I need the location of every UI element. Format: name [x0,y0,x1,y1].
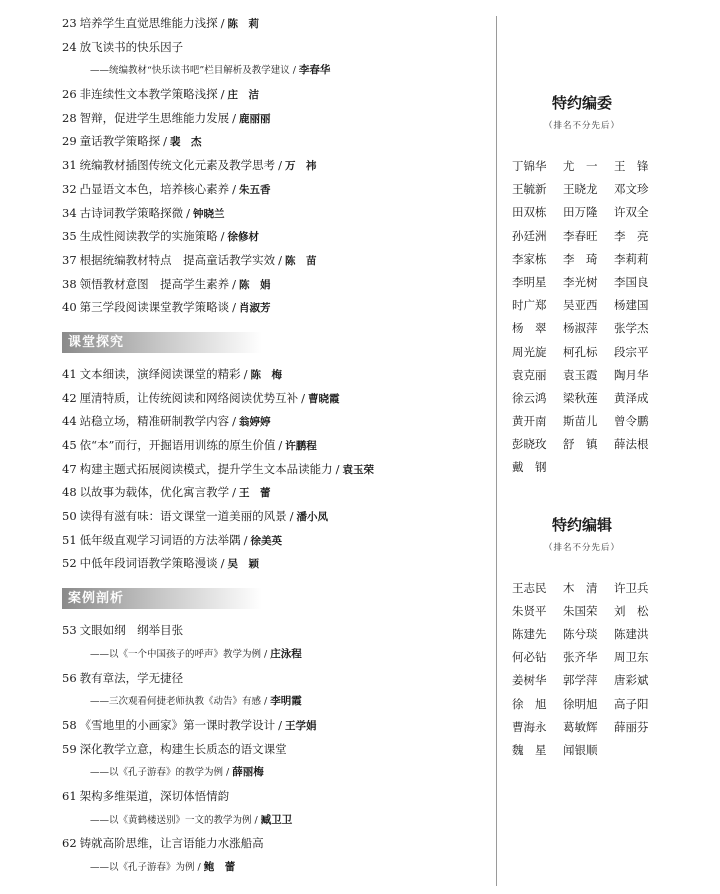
toc-entry [62,202,482,226]
person-name: 陈建洪 [614,627,649,641]
author-separator: / [264,696,268,708]
author-separator: / [335,461,340,476]
page-number: 53 [62,623,77,638]
entry-title: 文眼如纲 纲举目张 [79,623,184,638]
person-name: 薛丽芬 [614,719,649,734]
entry-title: 智辩，促进学生思维能力发展 [79,110,230,125]
person-name: 曹海永 [512,719,547,734]
author-separator: / [186,205,191,220]
entry-title: 厘清特质，让传统阅读和网络阅读优势互补 [79,390,299,405]
entry-title: 非连续性文本教学策略浅探 [79,87,218,102]
person-name: 郭学萍 [563,673,598,688]
page-number: 59 [62,741,77,756]
toc-subtitle [62,59,482,83]
toc-entry [62,130,482,154]
person-name: 田万隆 [563,205,598,220]
person-name: 戴 钢 [512,460,547,475]
page-number: 37 [62,252,77,267]
person-name: 李国良 [614,274,649,289]
entry-author: 李春华 [298,64,331,77]
name-row [512,387,712,410]
name-row [512,693,712,716]
author-separator: / [264,648,268,660]
page-number: 32 [62,181,77,196]
entry-author: 万 祎 [285,160,317,173]
entry-author: 徐修材 [227,231,260,244]
toc-subtitle [62,643,482,667]
author-separator: / [254,814,258,826]
entry-title: 文本细读，演绎阅读课堂的精彩 [79,366,241,381]
page-number: 38 [62,276,77,291]
person-name: 魏 星 [512,742,547,757]
author-separator: / [278,158,283,173]
author-separator: / [220,556,225,571]
person-name: 斯苗儿 [563,414,598,429]
entry-title: 低年级直观学习词语的方法举隅 [79,532,241,547]
name-row [512,739,712,762]
person-name: 袁克丽 [512,367,547,382]
column-divider [496,16,497,886]
person-name: 刘 松 [614,603,649,618]
person-name: 王 锋 [614,159,649,173]
table-of-contents [62,12,482,880]
person-name: 袁玉霞 [563,367,598,382]
toc-entry [62,434,482,458]
toc-entry [62,738,482,762]
person-name: 王志民 [512,580,547,595]
entry-title: 站稳立场，精准研制教学内容 [79,414,230,429]
person-name: 李 亮 [614,228,649,243]
entry-title: 放飞读书的快乐因子 [79,39,184,54]
entry-author: 裴 杰 [170,136,202,149]
entry-author: 肖淑芳 [239,302,271,315]
page-number: 52 [62,556,77,571]
page-number: 23 [62,16,77,30]
author-separator: / [278,252,283,267]
author-separator: / [220,87,225,102]
person-name: 孙廷洲 [512,228,547,243]
name-row [512,271,712,294]
person-name: 柯孔标 [563,344,598,359]
page-number: 45 [62,438,77,452]
person-name: 吴亚西 [563,298,598,313]
name-row [512,364,712,387]
entry-title: ——以《孔子游春》的教学为例 [90,767,224,779]
person-name: 朱国荣 [563,603,598,618]
person-name: 舒 镇 [563,437,598,452]
editorial-board-names [512,155,712,480]
entry-author: 陈 梅 [250,368,283,381]
entry-author: 臧卫卫 [260,813,293,826]
toc-entry [62,296,482,320]
page-number: 35 [62,229,77,244]
name-row [512,433,712,456]
entry-author: 陈 莉 [227,18,260,30]
author-separator: / [232,276,237,291]
page-number: 62 [62,836,77,851]
person-name: 杨建国 [614,298,649,313]
toc-entry [62,83,482,107]
page-number: 40 [62,300,77,315]
name-row [512,155,712,178]
person-name: 朱贤平 [512,603,547,618]
person-name: 曾令鹏 [614,414,649,429]
toc-entry [62,785,482,809]
toc-entry [62,12,482,36]
entry-title: 统编教材插图传统文化元素及教学思考 [79,158,276,173]
entry-title: 深化教学立意，构建生长质态的语文课堂 [79,741,287,756]
person-name: 徐明旭 [563,696,598,711]
author-separator: / [243,366,248,381]
person-name: 李家栋 [512,251,547,266]
panel-title-editors: 特约编辑 [551,515,612,534]
name-row [512,201,712,224]
entry-author: 袁玉荣 [342,463,375,476]
entry-author: 王 蕾 [239,487,271,500]
page-number: 56 [62,670,77,685]
entry-author: 薛丽梅 [232,766,264,779]
entry-title: 凸显语文本色，培养核心素养 [79,181,230,196]
entry-author: 许鹏程 [285,440,317,452]
toc-entry [62,154,482,178]
toc-entry [62,619,482,643]
entry-author: 李明霞 [270,695,302,708]
entry-title: 读得有滋有味：语文课堂一道美丽的风景 [79,509,287,524]
page-number: 61 [62,788,77,803]
person-name: 陈建先 [512,627,547,641]
person-name: 徐 旭 [512,696,547,711]
entry-author: 翁婷婷 [239,416,271,429]
toc-section-3 [62,619,482,880]
page-number: 42 [62,390,77,405]
toc-subtitle [62,761,482,785]
author-separator: / [163,134,168,149]
author-separator: / [220,16,225,30]
entry-author: 钟晓兰 [193,207,225,220]
name-row [512,341,712,364]
person-name: 邓文珍 [614,182,649,197]
person-name: 黄泽成 [614,390,649,405]
entry-author: 朱五香 [239,183,271,196]
page-number: 47 [62,461,77,476]
page-number: 51 [62,532,77,547]
editors-names [512,577,712,763]
person-name: 田双栋 [512,205,547,220]
entry-author: 吴 颖 [227,558,260,571]
entry-title: 《雪地里的小画家》第一课时教学设计 [79,717,276,732]
page-number: 44 [62,414,77,429]
name-row [512,623,712,646]
entry-author: 庄泳程 [270,647,302,660]
author-separator: / [232,485,237,500]
section-header-ketang: 课堂探究 [62,332,262,353]
person-name: 唐彩斌 [614,673,649,688]
toc-entry [62,832,482,856]
person-name: 杨 翠 [512,321,547,336]
entry-author: 王学娟 [285,719,317,732]
entry-title: 教有章法，学无捷径 [79,670,184,685]
entry-title: 培养学生直觉思维能力浅探 [79,16,218,30]
entry-author: 鹿丽丽 [239,112,271,125]
person-name: 黄开南 [512,414,547,429]
toc-entry [62,410,482,434]
panel-title-editorial-board: 特约编委 [551,94,612,112]
person-name: 闻银顺 [563,742,598,757]
author-separator: / [301,390,306,405]
toc-subtitle [62,809,482,833]
panel-subtitle-editorial-board: （排名不分先后） [543,121,620,131]
entry-author: 陈 苗 [285,254,317,267]
person-name: 薛法根 [614,437,649,452]
author-separator: / [232,110,237,125]
page-number: 24 [62,39,77,54]
author-separator: / [292,65,296,77]
page-number: 48 [62,485,77,500]
person-name: 许双全 [614,205,649,220]
name-row [512,294,712,317]
author-separator: / [226,767,230,779]
toc-entry [62,667,482,691]
person-name: 姜树华 [512,673,547,688]
toc-subtitle [62,690,482,714]
person-name: 王毓新 [512,182,547,197]
person-name: 高子阳 [614,696,649,711]
entry-author: 鲍 蕾 [203,861,236,873]
entry-title: 构建主题式拓展阅读模式，提升学生文本品读能力 [79,461,333,476]
person-name: 李光树 [563,274,598,289]
person-name: 梁秋莲 [563,390,598,405]
toc-section-1 [62,12,482,320]
toc-entry [62,714,482,738]
entry-author: 庄 洁 [227,89,260,102]
entry-author: 潘小凤 [296,511,329,524]
toc-entry [62,505,482,529]
toc-entry [62,363,482,387]
toc-entry [62,458,482,482]
person-name: 王晓龙 [563,182,598,197]
person-name: 段宗平 [614,344,649,359]
entry-author: 徐美英 [250,534,283,547]
name-row [512,410,712,433]
entry-title: ——以《孔子游春》为例 [90,862,195,873]
toc-entry [62,36,482,60]
entry-title: ——以《黄鹤楼送别》一文的教学为例 [90,814,252,826]
author-separator: / [278,717,283,732]
toc-entry [62,225,482,249]
name-row [512,669,712,692]
person-name: 李 琦 [563,251,598,266]
section-header-anli: 案例剖析 [62,588,262,609]
author-separator: / [220,229,225,244]
person-name: 彭晓玫 [512,437,547,452]
toc-entry [62,249,482,273]
page-number: 34 [62,205,77,220]
person-name: 周光旋 [512,344,547,359]
page-number: 58 [62,717,77,732]
toc-entry [62,529,482,553]
page-number: 28 [62,110,77,125]
person-name: 李莉莉 [614,251,649,266]
entry-title: ——统编教材“快乐读书吧”栏目解析及教学建议 [90,65,290,77]
person-name: 李明星 [512,274,547,289]
entry-author: 曹晓霞 [308,392,340,405]
entry-title: 以故事为载体，优化寓言教学 [79,485,230,500]
name-row [512,178,712,201]
entry-title: 生成性阅读教学的实施策略 [79,229,218,244]
person-name: 周卫东 [614,650,649,665]
entry-title: ——三次观看何捷老师执教《动告》有感 [90,696,262,708]
entry-title: 第三学段阅读课堂教学策略谈 [79,300,230,315]
entry-title: 依“本”而行，开掘语用训练的原生价值 [79,438,276,452]
name-row [512,456,712,479]
entry-title: 古诗词教学策略探微 [79,205,184,220]
entry-author: 陈 娟 [239,278,271,291]
entry-title: 中低年段词语教学策略漫谈 [79,556,218,571]
person-name: 木 清 [563,580,598,595]
toc-entry [62,178,482,202]
author-separator: / [243,532,248,547]
toc-entry [62,552,482,576]
entry-title: 铸就高阶思维，让言语能力水涨船高 [79,836,264,851]
entry-title: 童话教学策略探 [79,134,161,149]
person-name: 李春旺 [563,228,598,243]
person-name: 时广郑 [512,298,547,313]
name-row [512,600,712,623]
page-number: 29 [62,134,77,149]
name-row [512,716,712,739]
person-name: 许卫兵 [614,580,649,595]
person-name: 陈兮琰 [563,627,598,641]
panel-subtitle-editors: （排名不分先后） [543,542,620,553]
author-separator: / [232,181,237,196]
toc-entry [62,387,482,411]
page-number: 50 [62,509,77,524]
name-row [512,577,712,600]
toc-subtitle [62,856,482,880]
toc-section-2 [62,363,482,576]
author-separator: / [289,509,294,524]
toc-entry [62,107,482,131]
person-name: 徐云鸿 [512,390,547,405]
name-row [512,248,712,271]
person-name: 何必钻 [512,650,547,665]
person-name: 尤 一 [563,159,598,173]
author-separator: / [232,414,237,429]
author-separator: / [232,300,237,315]
author-separator: / [197,862,201,873]
author-separator: / [278,438,283,452]
person-name: 张学杰 [614,321,649,336]
page-number: 26 [62,87,77,102]
page-number: 31 [62,158,77,173]
entry-title: 根据统编教材特点 提高童话教学实效 [79,252,276,267]
toc-entry [62,273,482,297]
name-row [512,225,712,248]
person-name: 陶月华 [614,367,649,382]
entry-title: 架构多维渠道，深切体悟情韵 [79,788,230,803]
person-name: 葛敏辉 [563,719,598,734]
entry-title: ——以《一个中国孩子的呼声》教学为例 [90,648,262,660]
person-name: 张齐华 [563,650,598,665]
person-name: 杨淑萍 [563,321,598,336]
name-row [512,646,712,669]
entry-title: 领悟教材意图 提高学生素养 [79,276,230,291]
page-number: 41 [62,366,77,381]
toc-entry [62,481,482,505]
person-name: 丁锦华 [512,159,547,173]
editorial-panel [512,0,712,762]
name-row [512,317,712,340]
